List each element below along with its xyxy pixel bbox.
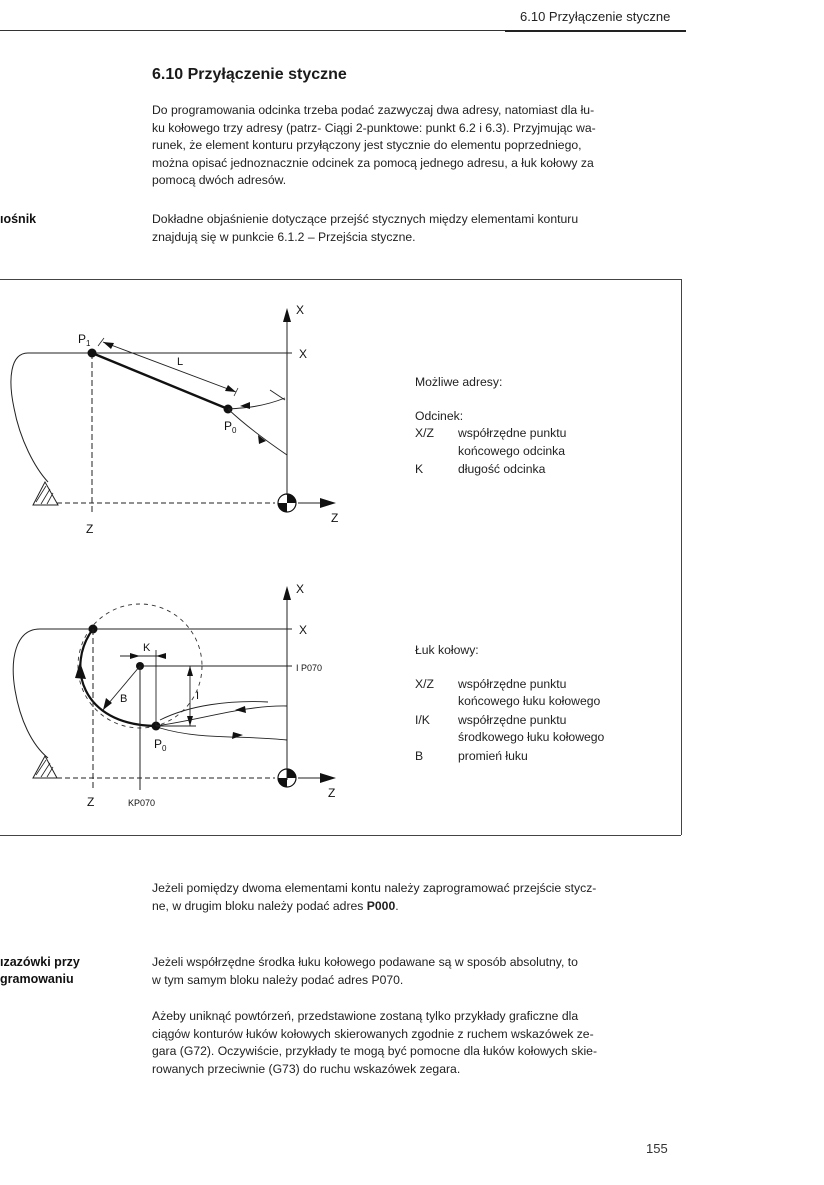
segment-heading: Odcinek: <box>415 408 464 423</box>
legend-desc: współrzędne punktu <box>458 676 567 691</box>
point-p1 <box>88 349 97 358</box>
arc-direction-arrow <box>75 662 86 679</box>
tool-path <box>160 728 287 740</box>
p000-line: Jeżeli pomiędzy dwoma elementami kontu należy zaprogramować przejście stycz- <box>152 881 597 895</box>
absolute-paragraph <box>152 954 682 989</box>
label-z-axis: Z <box>328 786 336 800</box>
label-z-line: Z <box>86 522 94 536</box>
legend-code: B <box>415 748 424 763</box>
workpiece-contour <box>13 629 92 758</box>
figure-1-legend <box>415 374 675 479</box>
running-header: 6.10 Przyłączenie styczne <box>520 9 671 24</box>
intro-paragraph <box>152 102 682 190</box>
legend-desc: długość odcinka <box>458 462 546 476</box>
legend-desc: współrzędne punktu <box>458 426 567 440</box>
arc-heading: Łuk kołowy: <box>415 643 479 657</box>
label-z-line: Z <box>87 795 95 809</box>
label-ip070: I P070 <box>296 663 323 673</box>
legend-desc: współrzędne punktu <box>458 712 567 727</box>
legend-row <box>415 748 685 766</box>
legend-code: K <box>415 462 424 476</box>
z-axis-arrow <box>320 498 336 508</box>
figure-2-legend <box>415 642 685 766</box>
figure-top-rule <box>0 279 681 280</box>
label-length: L <box>177 356 184 368</box>
section-title: 6.10 Przyłączenie styczne <box>152 66 347 83</box>
legend-desc: końcowego odcinka <box>458 443 566 458</box>
absolute-line: w tym samym bloku należy podać adres P070. <box>152 972 404 987</box>
examples-line: ciągów konturów łuków kołowych skierowanych zgodnie z ruchem wskazówek ze- <box>152 1026 594 1041</box>
x-axis-arrow <box>283 308 291 322</box>
figure-bottom-rule <box>0 835 681 836</box>
label-i: I <box>196 690 200 702</box>
side-label-notes: ızazówki przy gramowaniu <box>0 955 80 986</box>
figure-2-drawing <box>0 580 360 820</box>
intro-line: runek, że element konturu przyłączony jest stycznie do elementu poprzedniego, <box>152 138 582 152</box>
legend-code: I/K <box>415 712 430 727</box>
label-z-axis: Z <box>331 511 339 525</box>
p000-code: P000 <box>366 898 396 913</box>
tool-path <box>228 398 285 409</box>
p000-paragraph <box>152 880 682 915</box>
header-rule-accent <box>505 30 686 32</box>
graphical-examples-paragraph <box>152 1008 682 1078</box>
label-k: K <box>143 642 151 654</box>
legend-code: X/Z <box>415 676 434 691</box>
p000-line: ne, w drugim bloku należy podać adres P000. <box>152 898 399 913</box>
label-kp070: KP070 <box>128 798 156 808</box>
label-p0: $P_0$ <box>224 419 237 435</box>
legend-desc: promień łuku <box>458 748 528 763</box>
examples-line: gara (G72). Oczywiście, przykłady te mogą być pomocne dla łuków kołowych skie- <box>152 1044 598 1058</box>
examples-line: rowanych przeciwnie (G73) do ruchu wskazówek zegara. <box>152 1061 461 1076</box>
examples-line: Ażeby uniknąć powtórzeń, przedstawione zostaną tylko przykłady graficzne dla <box>152 1009 579 1023</box>
reference-paragraph <box>152 211 682 246</box>
page-number: 155 <box>646 1141 668 1156</box>
label-x-axis: X <box>296 303 305 317</box>
intro-line: można opisać jednoznacznie odcinek za pomocą jednego adresu, a łuk kołowy za <box>152 155 594 170</box>
label-p1: $P_1$ <box>78 332 91 348</box>
intro-line: pomocą dwóch adresów. <box>152 173 287 187</box>
intro-line: ku kołowego trzy adresy (patrz- Ciągi 2-punktowe: punkt 6.2 i 6.3). Przyjmując wa- <box>152 120 596 135</box>
tool-path <box>160 702 268 720</box>
x-axis-arrow <box>283 586 291 600</box>
workpiece-contour <box>11 353 92 482</box>
reference-line: znajdują się w punkcie 6.1.2 – Przejścia styczne. <box>152 229 416 244</box>
label-b: B <box>120 693 128 705</box>
possible-addresses-heading: Możliwe adresy: <box>415 375 503 389</box>
label-x-line: X <box>299 347 308 361</box>
label-p0: $P_0$ <box>154 737 167 753</box>
legend-row <box>415 676 685 712</box>
legend-code: X/Z <box>415 426 434 440</box>
legend-row <box>415 712 685 748</box>
figure-1-drawing <box>0 290 360 550</box>
legend-row <box>415 461 675 479</box>
label-x-axis: X <box>296 582 305 596</box>
tool-path <box>228 409 287 455</box>
side-label: ıośnik <box>0 212 37 226</box>
tool-path <box>156 706 287 726</box>
intro-line: Do programowania odcinka trzeba podać zazwyczaj dwa adresy, natomiast dla łu- <box>152 103 595 117</box>
legend-desc: końcowego łuku kołowego <box>458 694 601 708</box>
label-x-line: X <box>299 623 308 637</box>
reference-line: Dokładne objaśnienie dotyczące przejść stycznych między elementami konturu <box>152 212 579 226</box>
legend-desc: środkowego łuku kołowego <box>458 730 605 744</box>
legend-row <box>415 425 675 461</box>
absolute-line: Jeżeli współrzędne środka łuku kołowego podawane są w sposób absolutny, to <box>152 955 578 969</box>
z-axis-arrow <box>320 773 336 783</box>
